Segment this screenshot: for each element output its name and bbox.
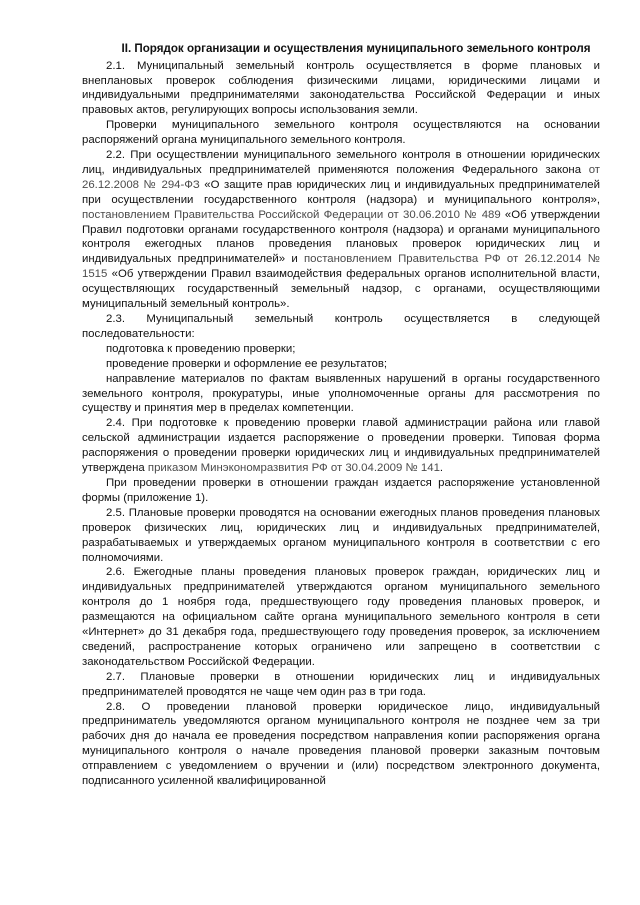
paragraph-2-3-continued: направление материалов по фактам выявленных нарушений в органы государственного земельного контроля, прокуратуры, иные уполномоченные органы для рассмотрения по существу и принятия мер в пределах компетенции. [82, 372, 600, 415]
resolution-reference-489[interactable]: постановлением Правительства Российской Федерации от 30.06.2010 № 489 [82, 208, 501, 221]
paragraph-2-3: 2.3. Муниципальный земельный контроль осуществляется в следующей последовательности: [82, 313, 600, 340]
paragraph-2-4-continued: При проведении проверки в отношении граждан издается распоряжение установленной формы (приложение 1). [82, 476, 600, 504]
paragraph-2-1: 2.1. Муниципальный земельный контроль осуществляется в форме плановых и внеплановых проверок соблюдения физическими лицами, юридическими лицами и индивидуальными предпринимателями законодательства Российской Федерации и иных правовых актов, регулирующих вопросы использования земли. [82, 59, 600, 117]
list-item: подготовка к проведению проверки; [106, 342, 296, 355]
paragraph-2-6: 2.6. Ежегодные планы проведения плановых проверок граждан, юридических лиц и индивидуальных предпринимателей утверждаются органом муниципального земельного контроля до 1 ноября года, предшествующего году проведения плановых проверок, и размещаются на официальном сайте органа муниципального земельного контроля в сети «Интернет» до 31 декабря года, предшествующего году проведения проверок, за исключением сведений, распространение которых ограничено или запрещено в соответствии с законодательством Российской Федерации. [82, 566, 600, 668]
paragraph-2-1-continued: Проверки муниципального земельного контроля осуществляются на основании распоряжений органа муниципального земельного контроля. [82, 119, 600, 147]
paragraph-2-2-text-a: 2.2. При осуществлении муниципального земельного контроля в отношении юридических лиц, индивидуальных предпринимателей применяются положения Федерального закона [82, 149, 600, 176]
document-page [82, 42, 600, 789]
paragraph-2-2-text-b: «О защите прав юридических лиц и индивидуальных предпринимателей при осуществлении государственного контроля (надзора) и муниципального контроля», [82, 178, 600, 206]
paragraph-2-4 [82, 416, 600, 476]
paragraph-2-2-text-c: «Об утверждении Правил подготовки органами государственного контроля (надзора) и органами муниципального контроля ежегодных планов проведения плановых проверок юридических лиц и индивидуальных предпринимателей» и [82, 208, 600, 266]
paragraph-2-2 [82, 148, 600, 312]
list-item: проведение проверки и оформление ее результатов; [106, 357, 388, 370]
paragraph-2-2-text-d: «Об утверждении Правил взаимодействия федеральных органов исполнительной власти, осуществляющих государственный земельный надзор, с органами, осуществляющими муниципальный земельный контроль». [82, 268, 600, 311]
paragraph-2-8: 2.8. О проведении плановой проверки юридическое лицо, индивидуальный предприниматель уведомляются органом муниципального контроля не позднее чем за три рабочих дня до начала ее проведения посредством направления копии распоряжения органа муниципального контроля о начале проведения плановой проверки заказным почтовым отправлением с уведомлением о вручении и (или) посредством электронного документа, подписанного усиленной квалифицированной [82, 700, 600, 788]
paragraph-2-4-text-b: . [439, 462, 444, 475]
resolution-reference-1515[interactable]: постановлением Правительства РФ от 26.12.2014 № 1515 [82, 253, 600, 281]
law-reference-294-fz[interactable]: от 26.12.2008 № 294-ФЗ [82, 163, 600, 191]
order-reference-141[interactable]: приказом Минэкономразвития РФ от 30.04.2009 № 141 [147, 462, 440, 475]
paragraph-2-5: 2.5. Плановые проверки проводятся на основании ежегодных планов проведения плановых проверок физических лиц, юридических лиц и индивидуальных предпринимателей, разрабатываемых и утверждаемых органом муниципального контроля в соответствии с его полномочиями. [82, 506, 600, 564]
section-title: II. Порядок организации и осуществления муниципального земельного контроля [121, 42, 591, 55]
paragraph-2-7: 2.7. Плановые проверки в отношении юридических лиц и индивидуальных предпринимателей проводятся не чаще чем один раз в три года. [82, 670, 600, 698]
paragraph-2-4-text-a: 2.4. При подготовке к проведению проверки главой администрации района или главой сельской администрации издается распоряжение о проведении проверки. Типовая форма распоряжения о проведении проверки юридических лиц и индивидуальных предпринимателей утверждена [82, 417, 600, 475]
